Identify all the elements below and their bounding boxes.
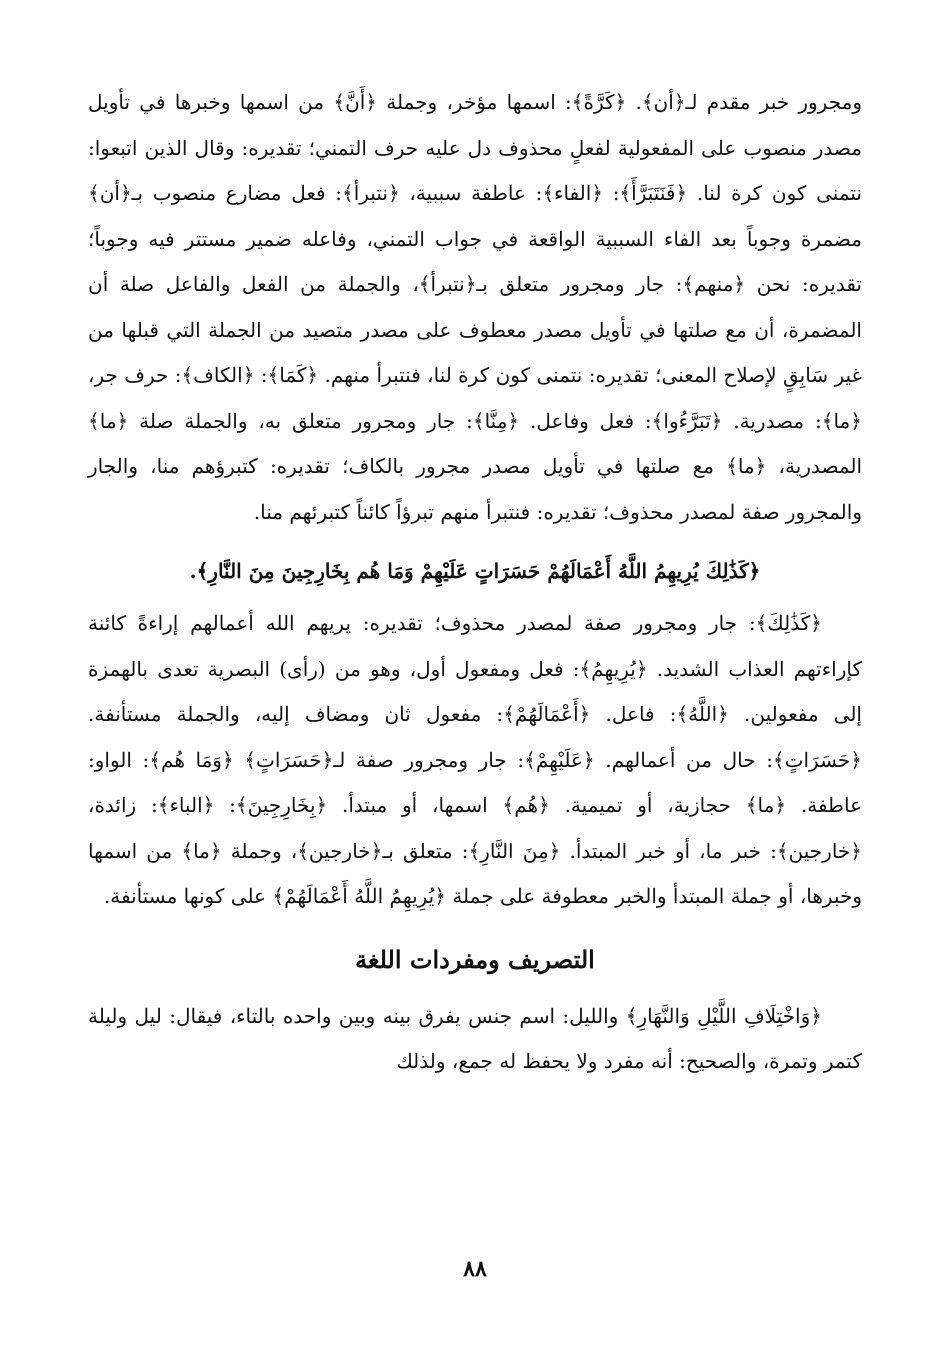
quran-verse: ﴿كَذَٰلِكَ يُرِيهِمُ اللَّهُ أَعْمَالَهُمْ حَسَرَاتٍ عَلَيْهِمْ وَمَا هُم بِخَارِجِينَ مِنَ النَّارِ﴾. [189, 559, 761, 583]
section-heading: التصريف ومفردات اللغة [355, 944, 595, 974]
page-body [88, 80, 862, 1085]
paragraph-grammar-analysis: ومجرور خبر مقدم لـ﴿أن﴾. ﴿كَرَّةً﴾: اسمها مؤخر، وجملة ﴿أَنَّ﴾ من اسمها وخبرها في تأويل مصدر منصوب على المفعولية لفعلٍ محذوف دل عليه حرف التمني؛ تقديره: وقال الذين اتبعوا: نتمنى كون كرة لنا. ﴿فَنَتَبَرَّأَ﴾: ﴿الفاء﴾: عاطفة سببية، ﴿نتبرأ﴾: فعل مضارع منصوب بـ﴿أن﴾ مضمرة وجوباً بعد الفاء السببية الواقعة في جواب التمني، وفاعله ضمير مستتر فيه وجوباً؛ تقديره: نحن ﴿منهم﴾: جار ومجرور متعلق بـ﴿نتبرأ﴾، والجملة من الفعل والفاعل صلة أن المضمرة، أن مع صلتها في تأويل مصدر معطوف على مصدر متصيد من الجملة التي قبلها من غير سَابِقٍ لإصلاح المعنى؛ تقديره: نتمنى كون كرة لنا، فنتبرأ منهم. ﴿كَمَا﴾: ﴿الكاف﴾: حرف جر، ﴿ما﴾: مصدرية. ﴿تَبَرَّءُوا﴾: فعل وفاعل. ﴿مِنَّا﴾: جار ومجرور متعلق به، والجملة صلة ﴿ما﴾ المصدرية، ﴿ما﴾ مع صلتها في تأويل مصدر مجرور بالكاف؛ تقديره: كتبرؤهم منا، والجار والمجرور صفة لمصدر محذوف؛ تقديره: فنتبرأ منهم تبرؤاً كائناً كتبرئهم منا. [88, 90, 862, 524]
paragraph-verse-analysis: ﴿كَذَٰلِكَ﴾: جار ومجرور صفة لمصدر محذوف؛ تقديره: يريهم الله أعمالهم إراءةً كائنة كإراءتهم العذاب الشديد. ﴿يُرِيهِمُ﴾: فعل ومفعول أول، وهو من (رأى) البصرية تعدى بالهمزة إلى مفعولين. ﴿اللَّهُ﴾: فاعل. ﴿أَعْمَالَهُمْ﴾: مفعول ثان ومضاف إليه، والجملة مستأنفة. ﴿حَسَرَاتٍ﴾: حال من أعمالهم. ﴿عَلَيْهِمْ﴾: جار ومجرور صفة لـ﴿حَسَرَاتٍ﴾ ﴿وَمَا هُم﴾: الواو: عاطفة. ﴿ما﴾ حجازية، أو تميمية. ﴿هُم﴾ اسمها، أو مبتدأ. ﴿بِخَارِجِينَ﴾: ﴿الباء﴾: زائدة، ﴿خارجين﴾: خبر ما، أو خبر المبتدأ. ﴿مِنَ النَّارِ﴾: متعلق بـ﴿خارجين﴾، وجملة ﴿ما﴾ من اسمها وخبرها، أو جملة المبتدأ والخبر معطوفة على جملة ﴿يُرِيهِمُ اللَّهُ أَعْمَالَهُمْ﴾ على كونها مستأنفة. [88, 611, 863, 908]
page-number: ٨٨ [463, 1256, 487, 1282]
paragraph-vocabulary: ﴿وَاخْتِلَافِ اللَّيْلِ وَالنَّهَارِ﴾ والليل: اسم جنس يفرق بينه وبين واحده بالتاء، فيقال: ليل وليلة كتمر وتمرة، والصحيح: أنه مفرد ولا يحفظ له جمع، ولذلك [88, 1003, 862, 1073]
